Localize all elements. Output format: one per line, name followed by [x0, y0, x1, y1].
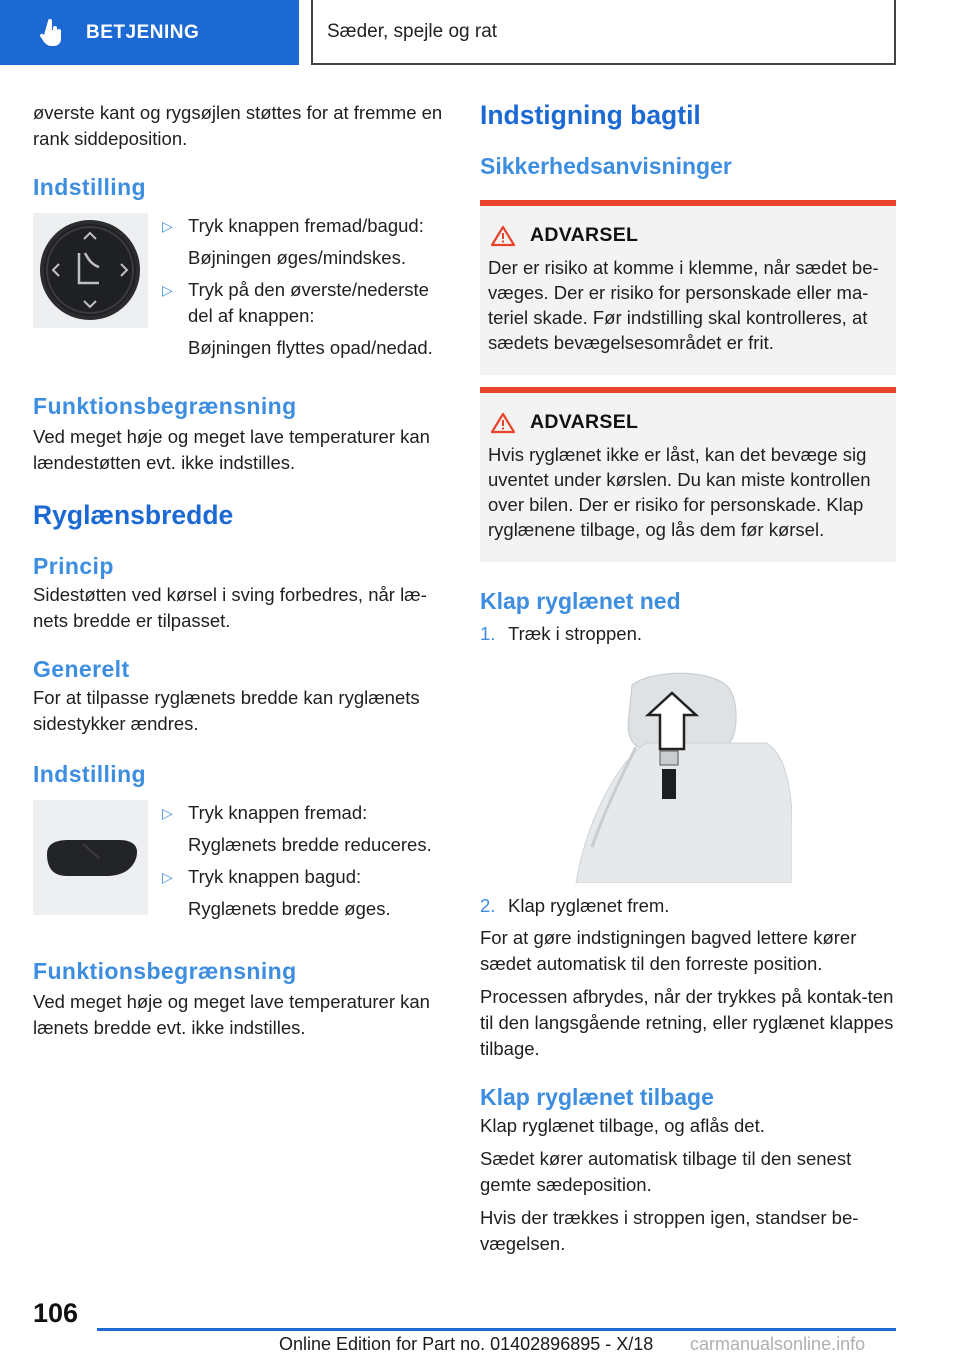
list-item-result: Bøjningen flyttes opad/nedad. [188, 337, 433, 358]
back-paragraph-2: Sædet kører automatisk tilbage til den senest gemte sædeposition. [480, 1148, 852, 1195]
width-steps [162, 800, 445, 922]
list-item: ▷ Tryk knappen bagud: [162, 864, 445, 890]
warning-label: ADVARSEL [530, 411, 639, 433]
triangle-bullet-icon: ▷ [162, 805, 173, 821]
warning-box-2 [480, 387, 896, 562]
general-heading: Generelt [33, 656, 130, 682]
warning-label: ADVARSEL [530, 224, 639, 246]
fold-back-heading: Klap ryglænet tilbage [480, 1084, 714, 1110]
list-item: ▷ Tryk knappen fremad/bagud: [162, 213, 445, 239]
fold-down-heading: Klap ryglænet ned [480, 588, 681, 614]
list-item-result: Ryglænets bredde øges. [188, 898, 391, 919]
warning-triangle-icon [490, 412, 516, 434]
lumbar-adjust-item [33, 213, 445, 361]
safety-heading: Sikkerhedsanvisninger [480, 153, 732, 179]
step-1: 1. Træk i stroppen. [480, 623, 642, 644]
list-item: ▷ Tryk på den øverste/nederste del af knappen: [162, 277, 445, 329]
seat-strap-image [536, 665, 792, 883]
principle-heading: Princip [33, 553, 114, 579]
right-column [480, 100, 896, 1257]
chapter-title-box [311, 0, 896, 65]
triangle-bullet-icon: ▷ [162, 282, 173, 298]
chapter-title: Sæder, spejle og rat [327, 20, 498, 42]
hand-pointer-icon [38, 19, 66, 47]
principle-text: Sidestøtten ved kørsel i sving forbedres, når læ-nets bredde er tilpasset. [33, 584, 427, 631]
triangle-bullet-icon: ▷ [162, 218, 173, 234]
warning-text: Hvis ryglænet ikke er låst, kan det bevæge sig uventet under kørslen. Du kan miste kontrollen over bilen. Der er risiko for personskade. Klap ryglænene tilbage, og lås dem før kørsel. [488, 444, 871, 540]
fold-paragraph-2: Processen afbrydes, når der trykkes på kontak-ten til den langsgående retning, eller ryglænet klappes tilbage. [480, 986, 894, 1059]
section-tab [0, 0, 299, 65]
list-item-result: Bøjningen øges/mindskes. [188, 247, 406, 268]
footer-rule [97, 1328, 896, 1331]
width-adjust-heading: Indstilling [33, 761, 146, 787]
lumbar-knob-image [33, 213, 148, 328]
general-text: For at tilpasse ryglænets bredde kan ryglænets sidestykker ændres. [33, 687, 420, 734]
lumbar-steps [162, 213, 445, 361]
warning-triangle-icon [490, 225, 516, 247]
lumbar-adjust-heading: Indstilling [33, 174, 146, 200]
watermark: carmanualsonline.info [690, 1334, 866, 1354]
backrest-width-title: Ryglænsbredde [33, 500, 234, 530]
limit-heading-2: Funktionsbegrænsning [33, 958, 297, 984]
limit-text-2: Ved meget høje og meget lave temperaturer kan lænets bredde evt. ikke indstilles. [33, 991, 430, 1038]
edition-text: Online Edition for Part no. 01402896895 - X/18 [279, 1334, 654, 1354]
back-paragraph-3: Hvis der trækkes i stroppen igen, standser be-vægelsen. [480, 1207, 859, 1254]
section-label: BETJENING [86, 21, 200, 43]
warning-text: Der er risiko at komme i klemme, når sædet be-væges. Der er risiko for personskade eller ma-teriel skade. Før indstilling skal kontrolleres, at sædets bevægelsesområdet er frit. [488, 257, 879, 353]
triangle-bullet-icon: ▷ [162, 869, 173, 885]
fold-paragraph-1: For at gøre indstigningen bagved lettere kører sædet automatisk til den forreste position. [480, 927, 857, 974]
back-paragraph-1: Klap ryglænet tilbage, og aflås det. [480, 1115, 765, 1136]
intro-paragraph: øverste kant og rygsøjlen støttes for at fremme en rank siddeposition. [33, 102, 443, 149]
left-column [33, 100, 445, 1041]
rear-entry-title: Indstigning bagtil [480, 100, 701, 130]
limit-heading-1: Funktionsbegrænsning [33, 393, 297, 419]
width-adjust-item [33, 800, 445, 922]
warning-box-1 [480, 200, 896, 375]
width-switch-image [33, 800, 148, 915]
step-2: 2. Klap ryglænet frem. [480, 895, 670, 916]
limit-text-1: Ved meget høje og meget lave temperaturer kan lændestøtten evt. ikke indstilles. [33, 426, 430, 473]
list-item-result: Ryglænets bredde reduceres. [188, 834, 432, 855]
list-item: ▷ Tryk knappen fremad: [162, 800, 445, 826]
page-number: 106 [33, 1298, 79, 1328]
